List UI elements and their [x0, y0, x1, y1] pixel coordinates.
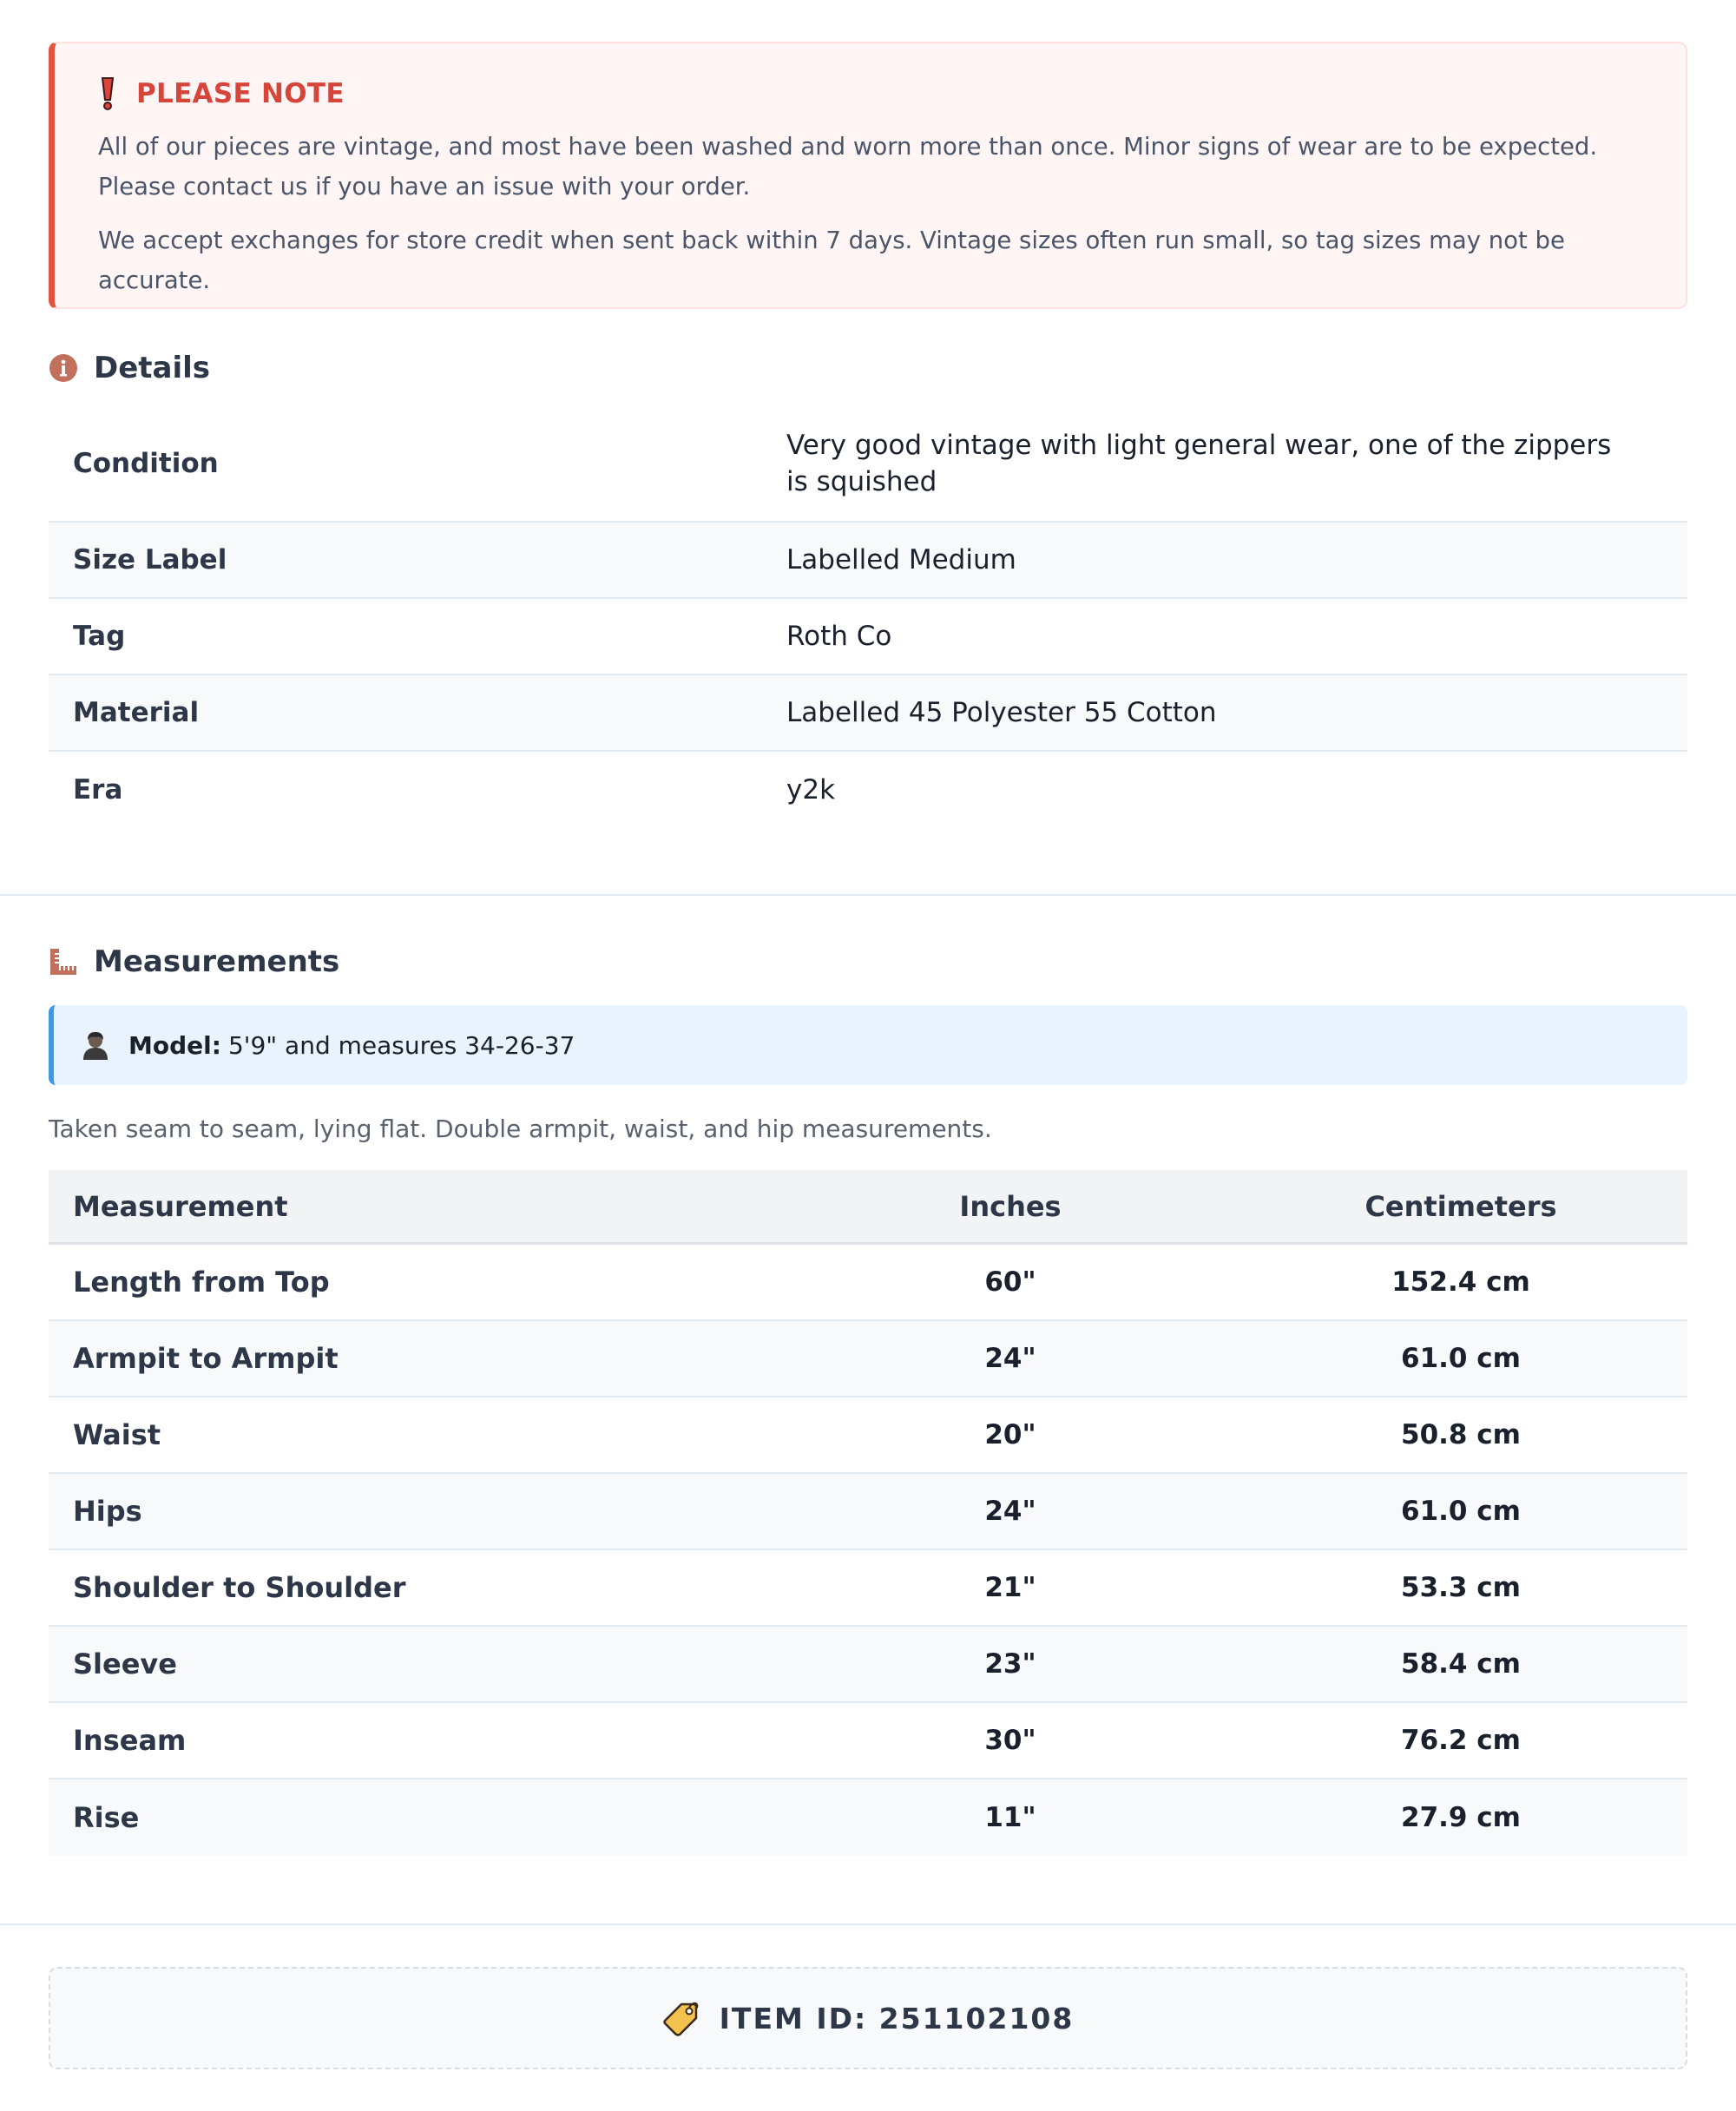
- table-row: [49, 1474, 1687, 1550]
- column-header: Centimeters: [1364, 1189, 1557, 1223]
- details-row: [49, 599, 1687, 675]
- measurement-cm: 152.4 cm: [1391, 1266, 1530, 1298]
- details-title: Details: [94, 351, 211, 385]
- details-label: Condition: [73, 448, 219, 479]
- measurement-inches: 21": [984, 1572, 1036, 1603]
- measurement-inches: 20": [984, 1419, 1036, 1450]
- info-icon: [49, 353, 78, 383]
- item-id-label: ITEM ID: 251102108: [719, 2001, 1075, 2035]
- measurement-name: Sleeve: [73, 1647, 177, 1680]
- measurement-name: Inseam: [73, 1724, 187, 1757]
- model-label: Model:: [128, 1030, 221, 1060]
- measurement-name: Rise: [73, 1801, 140, 1834]
- measurement-inches: 24": [984, 1343, 1036, 1374]
- details-label: Material: [73, 697, 200, 728]
- measurements-title: Measurements: [94, 944, 340, 979]
- table-row: [49, 1627, 1687, 1703]
- ruler-icon: [49, 947, 78, 977]
- measurement-inches: 24": [984, 1496, 1036, 1527]
- details-value: Very good vintage with light general wear, one of the zippers is squished: [786, 430, 1612, 497]
- details-row: [49, 523, 1687, 599]
- details-value: Labelled Medium: [786, 544, 1016, 575]
- notice-header: [98, 76, 1642, 111]
- measurement-cm: 61.0 cm: [1401, 1496, 1521, 1527]
- measurement-name: Shoulder to Shoulder: [73, 1571, 406, 1604]
- column-header: Measurement: [73, 1189, 288, 1223]
- details-row: [49, 675, 1687, 752]
- measurement-name: Armpit to Armpit: [73, 1342, 339, 1375]
- details-value: y2k: [786, 774, 836, 806]
- details-table: [49, 406, 1687, 828]
- details-label: Size Label: [73, 544, 227, 575]
- table-header: [49, 1170, 1687, 1245]
- exclamation-icon: [98, 76, 117, 111]
- measurement-name: Waist: [73, 1418, 161, 1451]
- notice-paragraph: We accept exchanges for store credit when sent back within 7 days. Vintage sizes often run small, so tag sizes may not be accurate.: [98, 227, 1565, 294]
- please-note-notice: [49, 42, 1687, 309]
- table-row: [49, 1550, 1687, 1627]
- details-header: [49, 347, 210, 389]
- measurement-cm: 61.0 cm: [1401, 1343, 1521, 1374]
- section-divider: [0, 1924, 1736, 1925]
- details-value: Labelled 45 Polyester 55 Cotton: [786, 697, 1217, 728]
- table-row: [49, 1397, 1687, 1474]
- measurement-cm: 53.3 cm: [1401, 1572, 1521, 1603]
- measurement-name: Hips: [73, 1495, 142, 1528]
- table-row: [49, 1703, 1687, 1779]
- details-label: Era: [73, 774, 123, 806]
- measurements-table: [49, 1170, 1687, 1856]
- details-row: [49, 406, 1687, 523]
- table-row: [49, 1321, 1687, 1397]
- measurement-inches: 60": [984, 1266, 1036, 1298]
- measurement-name: Length from Top: [73, 1266, 330, 1299]
- notice-title: PLEASE NOTE: [136, 78, 345, 109]
- model-text: 5'9" and measures 34-26-37: [227, 1030, 575, 1060]
- table-row: [49, 1779, 1687, 1856]
- measurements-header: [49, 941, 339, 983]
- measurement-cm: 27.9 cm: [1401, 1802, 1521, 1833]
- measurement-cm: 58.4 cm: [1401, 1648, 1521, 1680]
- measurement-inches: 11": [984, 1802, 1036, 1833]
- details-value: Roth Co: [786, 621, 892, 652]
- model-info: [49, 1005, 1687, 1085]
- item-id-box: [49, 1967, 1687, 2069]
- column-header: Inches: [959, 1189, 1062, 1223]
- tag-icon: [662, 1999, 700, 2037]
- section-divider: [0, 894, 1736, 896]
- details-row: [49, 752, 1687, 828]
- measurement-cm: 50.8 cm: [1401, 1419, 1521, 1450]
- measurement-inches: 23": [984, 1648, 1036, 1680]
- notice-paragraph: All of our pieces are vintage, and most have been washed and worn more than once. Minor signs of wear are to be expected. Please contact us if you have an issue with your order.: [98, 133, 1598, 201]
- measurement-note: Taken seam to seam, lying flat. Double armpit, waist, and hip measurements.: [49, 1115, 992, 1143]
- details-label: Tag: [73, 621, 126, 652]
- measurement-cm: 76.2 cm: [1401, 1725, 1521, 1756]
- table-row: [49, 1245, 1687, 1321]
- person-icon: [80, 1029, 111, 1061]
- measurement-inches: 30": [984, 1725, 1036, 1756]
